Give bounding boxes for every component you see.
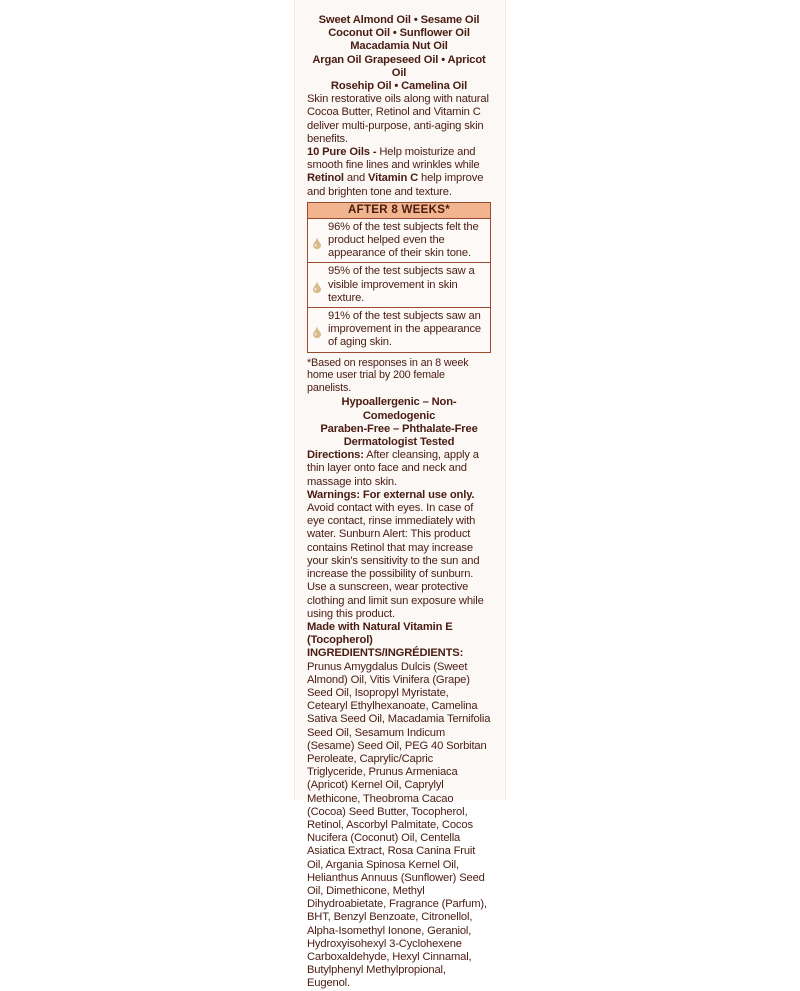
oils-line: Rosehip Oil • Camelina Oil [330,80,468,93]
oils-line: Argan Oil Grapeseed Oil • Apricot Oil [312,53,486,79]
result-text: 91% of the test subjects saw an improvement in the appearance of aging skin. [328,310,481,349]
warnings-label: Warnings: For external use only. [307,488,475,501]
intro-paragraph: Skin restorative oils along with natural Cocoa Butter, Retinol and Vitamin C deliver multi-purpose, anti-aging skin benefits. 10 Pure Oils - Help moisturize and smooth fine lines and wrinkles while Retinol and Vitamin C help improve and brighten tone and texture. [307,93,491,199]
result-text: 95% of the test subjects saw a visible improvement in skin texture. [328,265,475,304]
label-text-column [307,14,491,991]
directions-label: Directions: [307,449,364,462]
results-box [307,202,491,353]
result-item [308,308,490,352]
warnings [307,489,491,621]
footnote: *Based on responses in an 8 week home user trial by 200 female panelists. [307,356,469,394]
warnings-text: Avoid contact with eyes. In case of eye contact, rinse immediately with water. Sunburn Alert: This product contains Retinol that may increase your skin's sensitivity to the sun and increase the possibility of sunburn. Use a sunscreen, wear protective clothing and limit sun exposure while using this product. [307,502,484,620]
oil-drop-icon [312,281,322,293]
directions [307,449,491,489]
result-item [308,219,490,264]
oils-heading [307,14,491,93]
result-item [308,263,490,308]
oils-line: Sweet Almond Oil • Sesame Oil [318,14,480,26]
vitamin-c-highlight: Vitamin C [368,172,419,185]
result-text: 96% of the test subjects felt the product helped even the appearance of their skin tone. [328,220,479,260]
retinol-highlight: Retinol [307,172,344,185]
claim-line: Hypoallergenic – Non-Comedogenic [341,396,457,422]
oils-line: Coconut Oil • Sunflower Oil [328,27,470,40]
vitamin-e-note: Made with Natural Vitamin E (Tocopherol) [307,620,453,647]
claims [307,396,491,449]
pure-oils-label: 10 Pure Oils - [307,146,377,159]
oil-drop-icon [312,237,322,249]
claim-line: Paraben-Free – Phthalate-Free [320,422,478,435]
ingredients-text: Prunus Amygdalus Dulcis (Sweet Almond) Oil, Vitis Vinifera (Grape) Seed Oil, Isopropyl Myristate, Cetearyl Ethylhexanoate, Camelina Sativa Seed Oil, Macadamia Ternifolia Seed Oil, Sesamum Indicum (Sesame) Seed Oil, PEG 40 Sorbitan Peroleate, Caprylic/Capric Triglyceride, Prunus Armeniaca (Apricot) Kernel Oil, Caprylyl Methicone, Theobroma Cacao (Cocoa) Seed Butter, Tocopherol, Retinol, Ascorbyl Palmitate, Cocos Nucifera (Coconut) Oil, Centella Asiatica Extract, Rosa Canina Fruit Oil, Argania Spinosa Kernel Oil, Helianthus Annuus (Sunflower) Seed Oil, Dimethicone, Methyl Dihydroabietate, Fragrance (Parfum), BHT, Benzyl Benzoate, Citronellol, Alpha-Isomethyl Ionone, Geraniol, Hydroxyisohexyl 3-Cyclohexene Carboxaldehyde, Hexyl Cinnamal, Butylphenyl Methylpropional, Eugenol. [307,660,491,990]
oils-line: Macadamia Nut Oil [350,40,448,53]
directions-text: After cleansing, apply a thin layer onto face and neck and massage into skin. [307,449,479,488]
results-box-title: AFTER 8 WEEKS* [308,203,490,219]
claim-line: Dermatologist Tested [343,436,455,449]
oil-drop-icon [312,326,322,338]
pure-oils-paragraph: 10 Pure Oils - Help moisturize and smooth fine lines and wrinkles while Retinol and Vitamin C help improve and brighten tone and texture. [307,146,484,198]
ingredients [307,647,491,990]
ingredients-label: INGREDIENTS/INGRÉDIENTS: [307,647,464,660]
